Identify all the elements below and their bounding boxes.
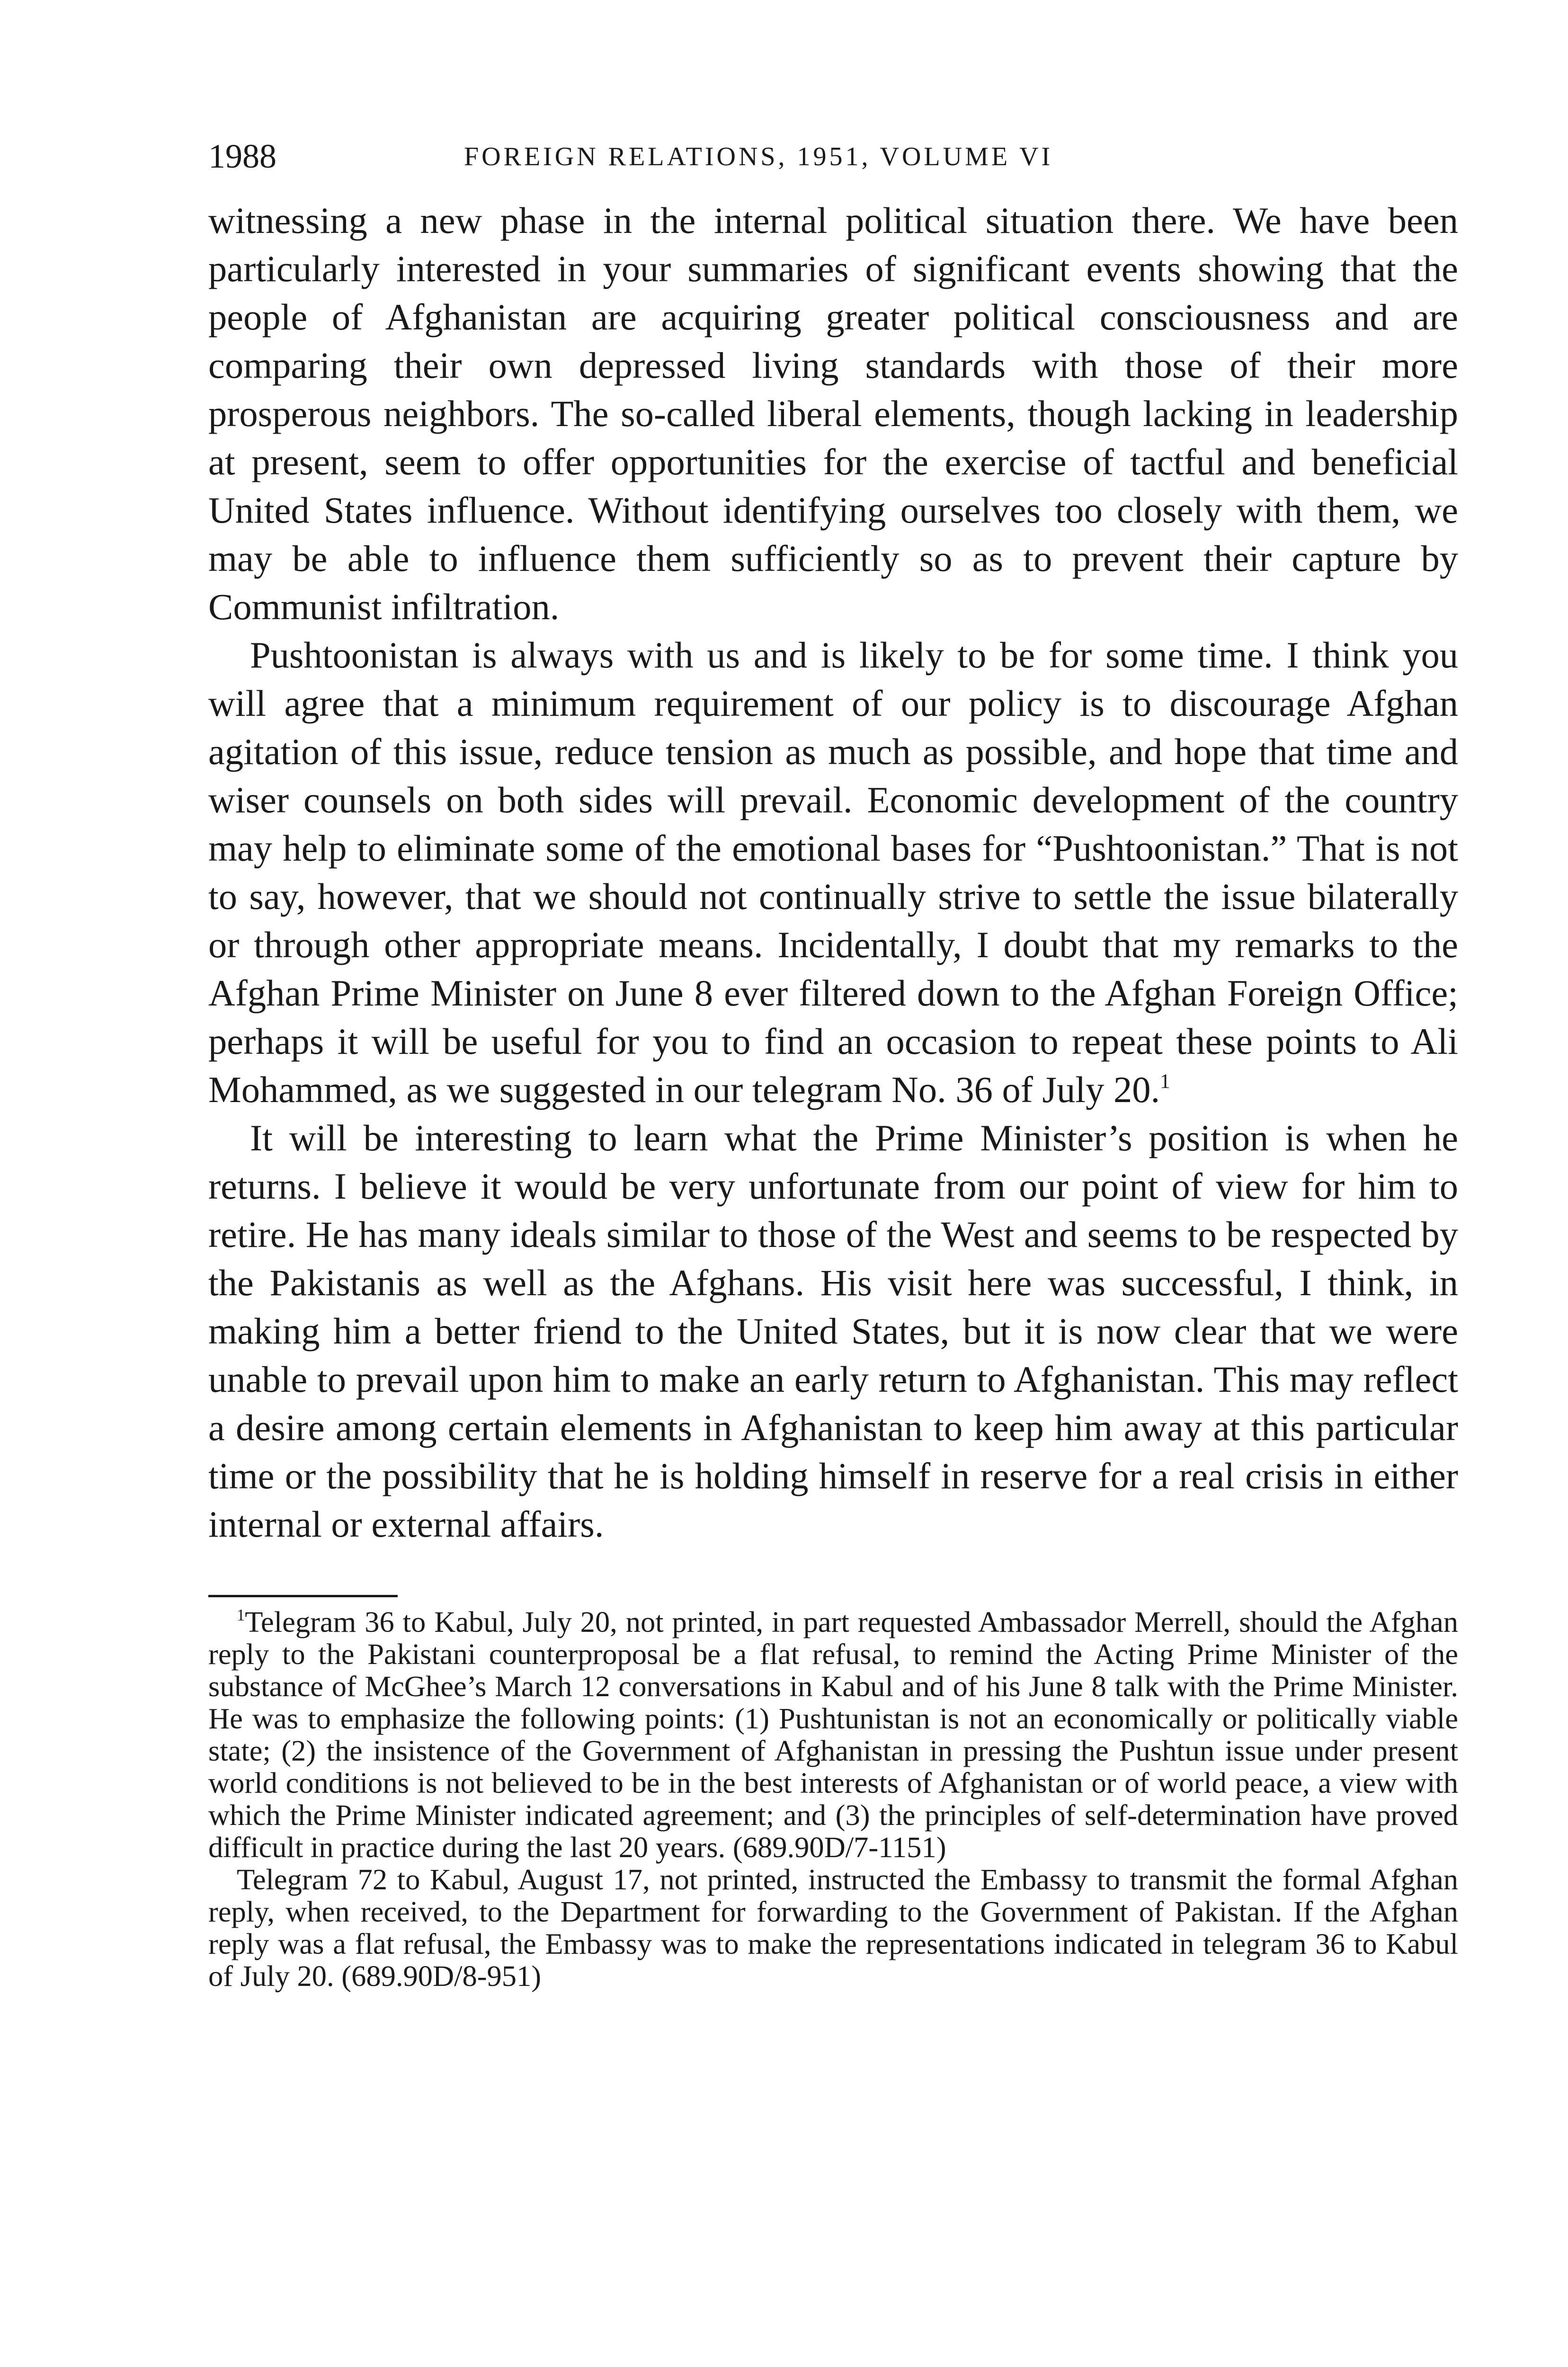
body-paragraph xyxy=(208,196,1458,631)
footnote-text: Telegram 72 to Kabul, August 17, not printed, instructed the Embassy to transmit the formal Afghan reply, when received, to the Department for forwarding to the Government of Pakistan. If the Afghan reply was a flat refusal, the Embassy was to make the representations indicated in telegram 36 to Kabul of July 20. (689.90D/8-951) xyxy=(208,1863,1458,1993)
paragraph-text: witnessing a new phase in the internal political situation there. We have been particularly interested in your summaries of significant events showing that the people of Afghanistan are acquiring greater political consciousness and are comparing their own depressed living standards with those of their more prosperous neighbors. The so-called liberal elements, though lacking in leadership at present, seem to offer opportunities for the exercise of tactful and beneficial United States influence. Without identifying ourselves too closely with them, we may be able to influence them sufficiently so as to prevent their capture by Communist infiltration. xyxy=(208,200,1458,627)
footnote xyxy=(208,1606,1458,1863)
page-number: 1988 xyxy=(208,137,276,175)
body-paragraph xyxy=(208,631,1458,1114)
footnotes xyxy=(208,1606,1458,1992)
paragraph-text: It will be interesting to learn what the Prime Minister’s position is when he returns. I believe it would be very unfortunate from our point of view for him to retire. He has many ideals similar to those of the West and seems to be respected by the Pakistanis as well as the Afghans. His visit here was successful, I think, in making him a better friend to the United States, but it is now clear that we were unable to prevail upon him to make an early return to Afghanistan. This may reflect a desire among certain elements in Afghanistan to keep him away at this particular time or the possibility that he is holding himself in reserve for a real crisis in either internal or external affairs. xyxy=(208,1117,1458,1545)
footnote-text: Telegram 36 to Kabul, July 20, not printed, in part requested Ambassador Merrell, should the Afghan reply to the Pakistani counterproposal be a flat refusal, to remind the Acting Prime Minister of the substance of McGhee’s March 12 conversations in Kabul and of his June 8 talk with the Prime Minister. He was to emphasize the following points: (1) Pushtunistan is not an economically or politically viable state; (2) the insistence of the Government of Afghanistan in pressing the Pushtun issue under present world conditions is not believed to be in the best interests of Afghanistan or of world peace, a view with which the Prime Minister indicated agreement; and (3) the principles of self-determination have proved difficult in practice during the last 20 years. (689.90D/7-1151) xyxy=(208,1605,1458,1864)
running-title: FOREIGN RELATIONS, 1951, VOLUME VI xyxy=(464,142,1053,171)
footnote-reference: 1 xyxy=(1160,1070,1170,1093)
paragraph-text: Pushtoonistan is always with us and is likely to be for some time. I think you will agree that a minimum requirement of our policy is to discourage Afghan agitation of this issue, reduce tension as much as possible, and hope that time and wiser counsels on both sides will prevail. Economic development of the country may help to eliminate some of the emotional bases for “Pushtoonistan.” That is not to say, however, that we should not continually strive to settle the issue bilaterally or through other appropriate means. Incidentally, I doubt that my remarks to the Afghan Prime Minister on June 8 ever filtered down to the Afghan Foreign Office; perhaps it will be useful for you to find an occasion to repeat these points to Ali Mohammed, as we suggested in our telegram No. 36 of July 20. xyxy=(208,634,1458,1110)
footnote-marker: 1 xyxy=(237,1606,245,1624)
body-paragraph xyxy=(208,1114,1458,1548)
footnote-divider xyxy=(208,1595,398,1597)
document-page xyxy=(208,135,1458,1992)
footnote xyxy=(208,1863,1458,1992)
running-head xyxy=(208,135,1458,187)
body-text xyxy=(208,196,1458,1548)
